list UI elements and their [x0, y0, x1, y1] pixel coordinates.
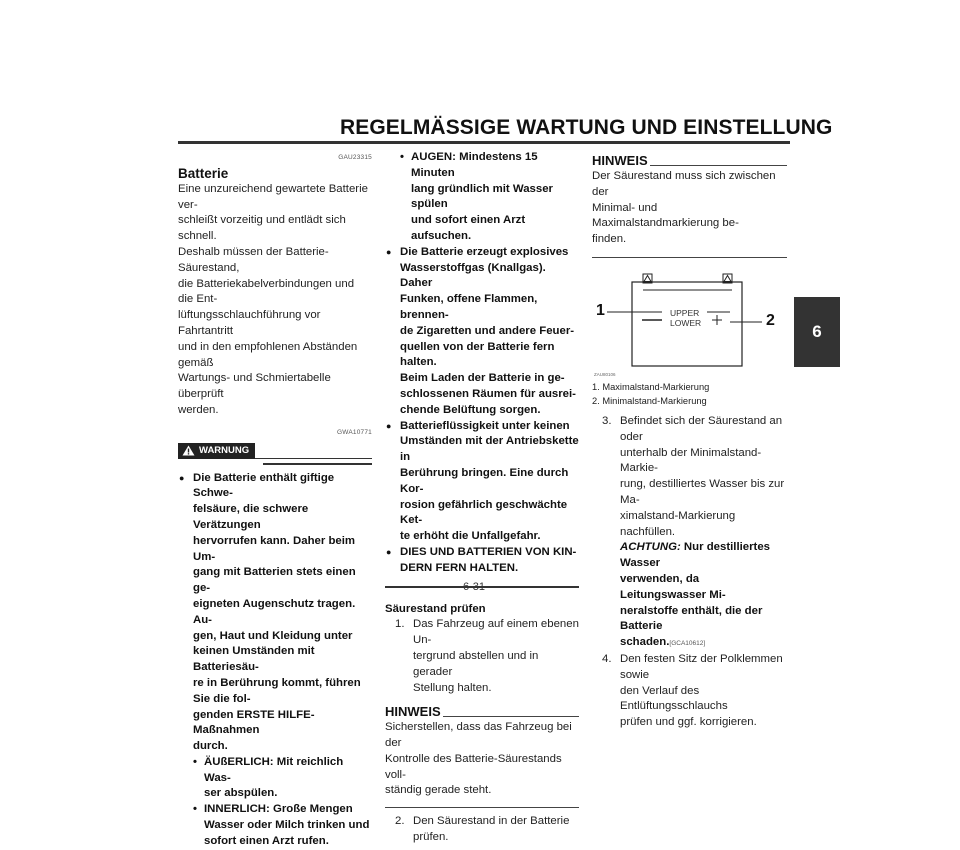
title-rule [178, 141, 790, 144]
intro-text: Eine unzureichend gewartete Batterie ver- schleißt vorzeitig und entlädt sich schnell. Deshalb müssen der Batterie-Säurestand, die Batteriekabelverbindungen und die Ent- lüftungsschlauchführung vor Fahrtantritt und in den empfohlenen Abständen gemäß Wartungs- und Schmiertabelle überprüft werden. [178, 182, 368, 416]
column-3 [592, 153, 787, 731]
ref-code: GAU23315 [338, 154, 372, 161]
hinweis-rule [650, 165, 787, 166]
first-aid-list [178, 755, 372, 850]
hinweis-text: Der Säurestand muss sich zwischen der Minimal- und Maximalstandmarkierung be- finden. [592, 170, 776, 246]
first-aid-item: • AUGEN: Mindestens 15 Minuten lang gründlich mit Wasser spülen und sofort einen Arzt aufsuchen. [400, 150, 579, 245]
column-1 [178, 150, 372, 850]
hinweis-rule [443, 716, 579, 717]
battery-terminal-icon [643, 274, 652, 283]
warning-badge [178, 443, 255, 459]
chapter-tab: 6 [794, 297, 840, 367]
figure-caption: 2. Minimalstand-Markierung [592, 395, 707, 406]
section-heading: Batterie [178, 165, 229, 181]
subsection-title: Säurestand prüfen [385, 602, 486, 615]
warning-rule [255, 458, 372, 459]
figure-code: ZAU80106 [594, 371, 616, 377]
warning-icon [182, 445, 195, 456]
upper-label: UPPER [670, 307, 700, 318]
step-3 [592, 414, 787, 652]
warning-item: ● DIES UND BATTERIEN VON KIN- DERN FERN HALTEN. [385, 545, 579, 577]
warning-rule [263, 463, 372, 465]
warning-list [178, 471, 372, 755]
first-aid-item: • ÄUßERLICH: Mit reichlich Was- ser abspülen. [193, 755, 372, 802]
warning-item: ● Batterieflüssigkeit unter keinen Umständen mit der Antriebskette in Berührung bringen. Eine durch Kor- rosion gefährlich geschwächte Ket- te erhöht die Unfallgefahr. [385, 419, 579, 545]
battery-figure [592, 270, 787, 378]
step-1 [385, 617, 579, 696]
step-text: Den festen Sitz der Polklemmen sowie den Verlauf des Entlüftungsschlauchs prüfen und ggf. korrigieren. [620, 652, 783, 729]
step-number: 2. [395, 815, 405, 828]
warning-list [385, 245, 579, 577]
callout-2: 2 [766, 311, 775, 329]
page-title: REGELMÄSSIGE WARTUNG UND EINSTELLUNG [340, 116, 833, 139]
hinweis-header [592, 153, 787, 169]
hinweis-end-rule [385, 807, 579, 808]
step-text: Befindet sich der Säurestand an oder unterhalb der Minimalstand-Markie- rung, destilliertes Wasser bis zur Ma- ximalstand-Markierung nachfüllen. [620, 414, 785, 538]
first-aid-list [385, 150, 579, 245]
step-number: 1. [395, 618, 405, 631]
step-number: 4. [602, 652, 612, 665]
step-number: 3. [602, 414, 612, 427]
step-text: Den Säurestand in der Batterie prüfen. [413, 815, 570, 844]
hinweis-header [385, 704, 579, 720]
step-4 [592, 652, 787, 731]
caution-text: Nur destilliertes Wasser verwenden, da Leitungswasser Mi- neralstoffe enthält, die der Batterie schaden. [620, 541, 771, 649]
figure-caption: 1. Maximalstand-Markierung [592, 381, 710, 392]
page-number: 6-31 [463, 581, 486, 593]
hinweis-label: HINWEIS [385, 704, 441, 720]
step-text: Das Fahrzeug auf einem ebenen Un- tergrund abstellen und in gerader Stellung halten. [413, 618, 579, 694]
lower-label: LOWER [670, 317, 702, 328]
warning-item: ● Die Batterie enthält giftige Schwe- felsäure, die schwere Verätzungen hervorrufen kann. Daher beim Um- gang mit Batterien stets einen ge- eigneten Augenschutz tragen. Au- gen, Haut und Kleidung unter keinen Umständen mit Batteriesäu- re in Berührung kommt, führen Sie die fol- genden ERSTE HILFE-Maßnahmen durch. [178, 471, 372, 755]
ref-code: GWA10771 [337, 428, 372, 436]
caution-code: [GCA10612] [669, 640, 706, 648]
battery-terminal-icon [723, 274, 732, 283]
warning-header [178, 443, 372, 459]
hinweis-end-rule [592, 257, 787, 258]
step-2 [385, 814, 579, 846]
caution-label: ACHTUNG: [620, 541, 681, 554]
column-2 [385, 150, 579, 846]
warning-item: ● Die Batterie erzeugt explosives Wasserstoffgas (Knallgas). Daher Funken, offene Flammen, brennen- de Zigaretten und andere Feuer- quellen von der Batterie fern halten. Beim Laden der Batterie in ge- schlossenen Räumen für ausrei- chende Belüftung sorgen. [385, 245, 579, 419]
warning-label: WARNUNG [199, 444, 250, 456]
hinweis-label: HINWEIS [592, 153, 648, 168]
hinweis-text: Sicherstellen, dass das Fahrzeug bei der Kontrolle des Batterie-Säurestands voll- ständig gerade steht. [385, 721, 572, 797]
first-aid-item: • INNERLICH: Große Mengen Wasser oder Milch trinken und sofort einen Arzt rufen. [193, 802, 372, 849]
callout-1: 1 [596, 301, 605, 319]
